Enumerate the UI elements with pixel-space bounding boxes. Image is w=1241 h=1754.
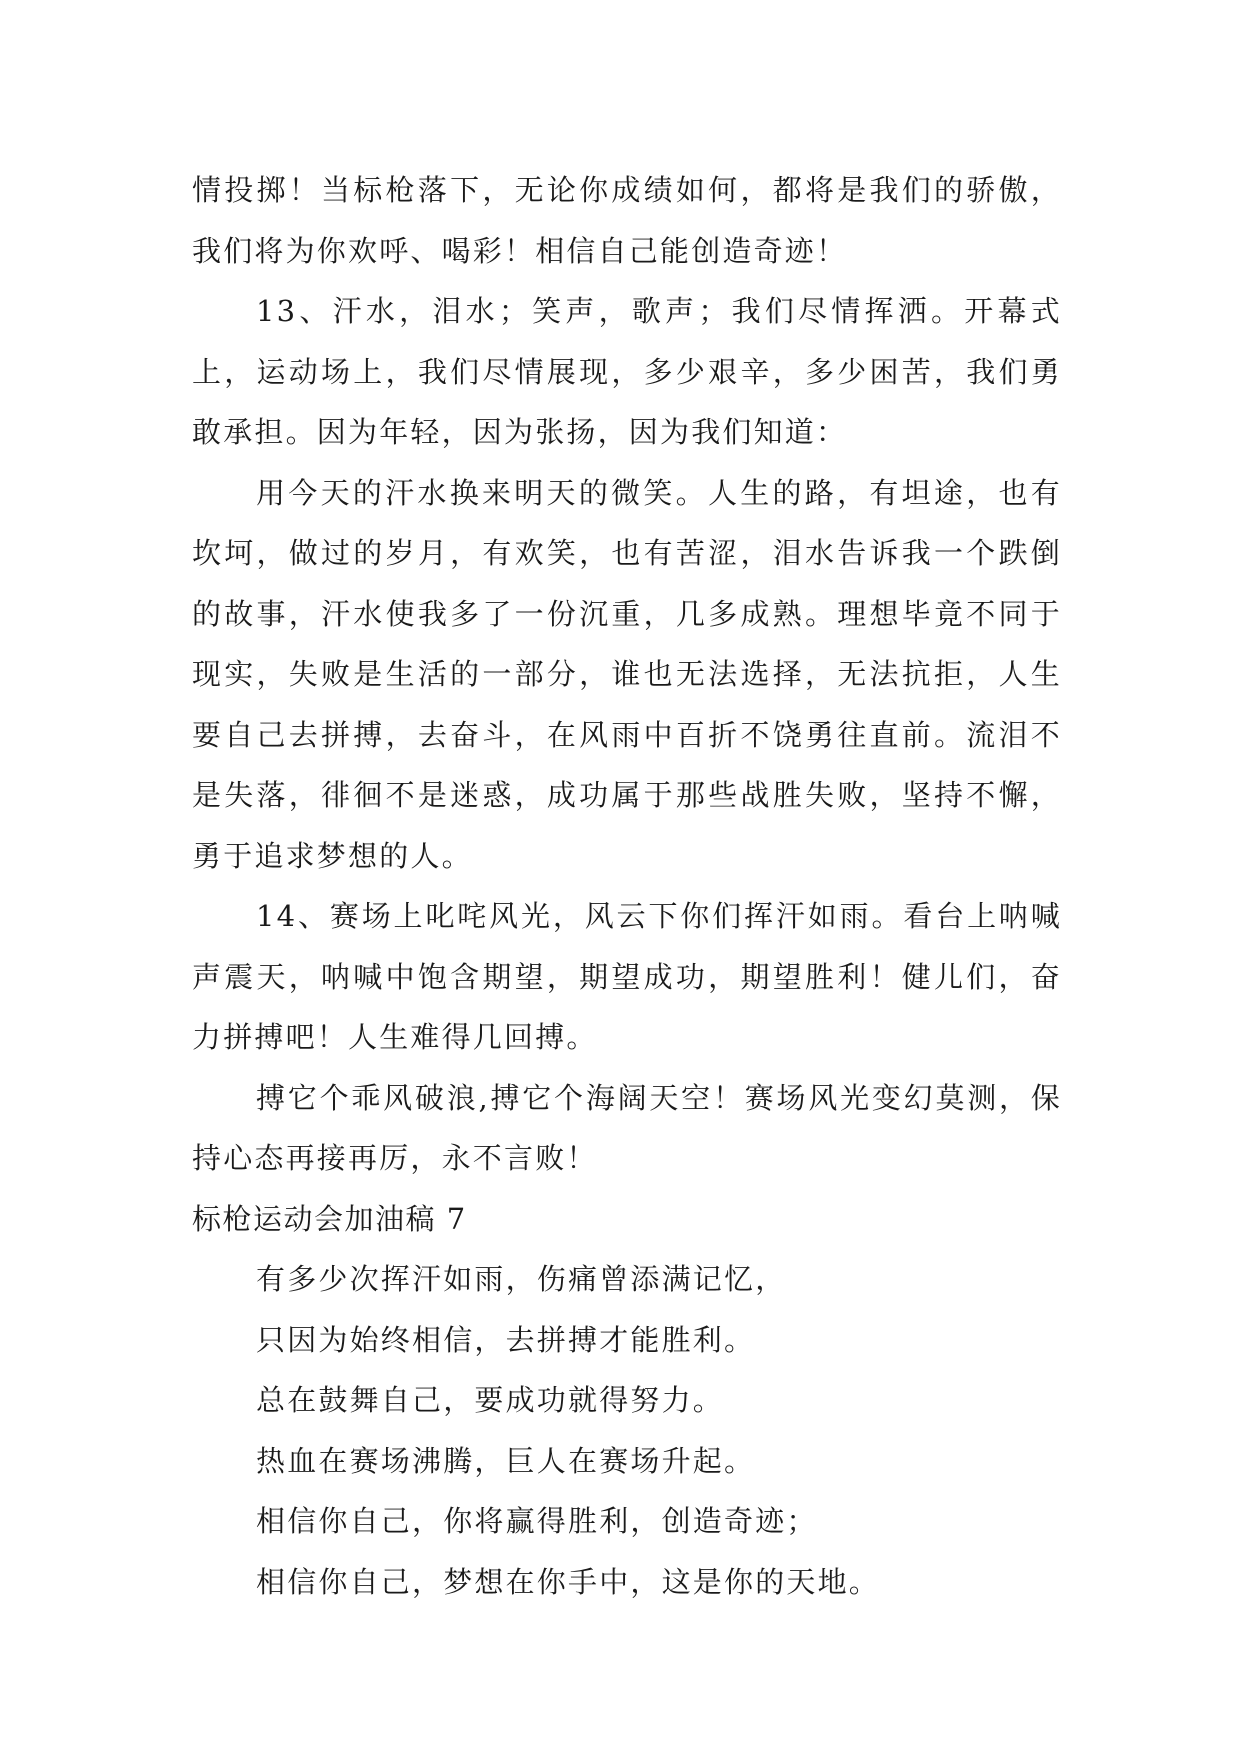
paragraph-13: 13、汗水，泪水；笑声，歌声；我们尽情挥洒。开幕式上，运动场上，我们尽情展现，多少艰辛，多少困苦，我们勇敢承担。因为年轻，因为张扬，因为我们知道： [192,294,1062,449]
verse-line: 有多少次挥汗如雨，伤痛曾添满记忆， [256,1262,787,1296]
section-title: 标枪运动会加油稿 7 [192,1201,467,1236]
paragraph-continuation: 情投掷！当标枪落下，无论你成绩如何，都将是我们的骄傲，我们将为你欢呼、喝彩！相信自己能创造奇迹！ [192,173,1062,268]
verse-line: 总在鼓舞自己，要成功就得努力。 [256,1383,725,1417]
verse-line: 热血在赛场沸腾，巨人在赛场升起。 [256,1443,756,1478]
paragraph-14: 14、赛场上叱咤风光，风云下你们挥汗如雨。看台上呐喊声震天，呐喊中饱含期望，期望成功，期望胜利！健儿们，奋力拼搏吧！人生难得几回搏。 [192,899,1062,1054]
paragraph-13-continued: 用今天的汗水换来明天的微笑。人生的路，有坦途，也有坎坷，做过的岁月，有欢笑，也有苦涩，泪水告诉我一个跌倒的故事，汗水使我多了一份沉重，几多成熟。理想毕竟不同于现实，失败是生活的一部分，谁也无法选择，无法抗拒，人生要自己去拼搏，去奋斗，在风雨中百折不饶勇往直前。流泪不是失落，徘徊不是迷惑，成功属于那些战胜失败，坚持不懈，勇于追求梦想的人。 [192,475,1062,873]
paragraph-14-continued: 搏它个乖风破浪,搏它个海阔天空！赛场风光变幻莫测，保持心态再接再厉，永不言败！ [192,1080,1062,1175]
verse-line: 相信你自己，梦想在你手中，这是你的天地。 [256,1564,881,1599]
document-page [192,160,1062,1612]
verse-line: 相信你自己，你将赢得胜利，创造奇迹； [256,1504,818,1538]
verse-line: 只因为始终相信，去拼搏才能胜利。 [256,1322,756,1357]
